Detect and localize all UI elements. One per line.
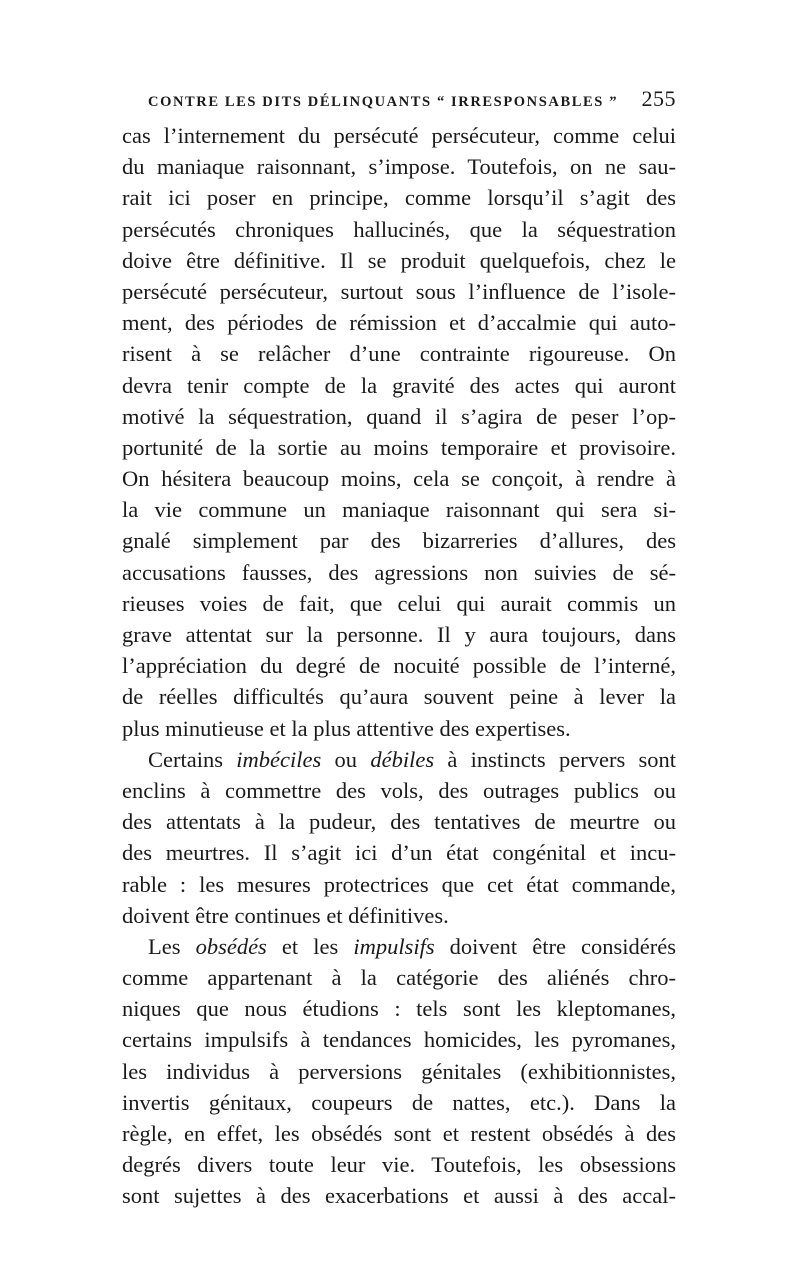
italic-term-impulsifs: impulsifs [353,933,435,959]
italic-term-debiles: débiles [370,746,435,772]
text-line: les individus à perversions génitales (exhibitionnistes, [122,1058,676,1084]
text-line: portunité de la sortie au moins temporaire et provisoire. [122,434,676,460]
text-line: sont sujettes à des exacerbations et aussi à des accal- [122,1183,676,1209]
text-line: persécutés chroniques hallucinés, que la séquestration [122,216,676,242]
text-line: rait ici poser en principe, comme lorsqu’il s’agit des [122,185,676,211]
text-line: gnalé simplement par des bizarreries d’allures, des [122,528,676,554]
text-run: Certains [148,746,237,772]
text-run: Les [148,933,196,959]
paragraph-1 [122,120,676,744]
text-line: grave attentat sur la personne. Il y aura toujours, dans [122,622,676,647]
text-line: invertis génitaux, coupeurs de nattes, etc.). Dans la [122,1089,676,1115]
text-line: la vie commune un maniaque raisonnant qui sera si- [122,497,676,523]
text-line: doivent être continues et définitives. [122,902,449,928]
page-number: 255 [641,86,676,111]
text-run: et les [266,933,354,959]
text-line: ment, des périodes de rémission et d’accalmie qui auto- [122,310,676,336]
text-line: degrés divers toute leur vie. Toutefois, les obsessions [122,1152,676,1178]
text-line: plus minutieuse et la plus attentive des expertises. [122,715,571,741]
italic-term-obsedes: obsédés [195,933,267,959]
italic-term-imbeciles: imbéciles [236,746,322,772]
text-line: persécuté persécuteur, surtout sous l’influence de l’isole- [122,278,676,304]
text-line: cas l’internement du persécuté persécuteur, comme celui [122,123,676,148]
text-line [122,744,676,775]
text-line: enclins à commettre des vols, des outrages publics ou [122,777,676,803]
text-line [122,931,676,962]
text-line: règle, en effet, les obsédés sont et restent obsédés à des [122,1121,676,1146]
text-line: l’appréciation du degré de nocuité possible de l’interné, [122,653,676,679]
text-line: risent à se relâcher d’une contrainte rigoureuse. On [122,341,676,367]
text-line: du maniaque raisonnant, s’impose. Toutefois, on ne sau- [122,154,676,180]
text-line: de réelles difficultés qu’aura souvent peine à lever la [122,684,676,710]
text-run: ou [321,746,371,772]
text-line: devra tenir compte de la gravité des actes qui auront [122,372,676,398]
text-run: à instincts pervers sont [434,746,677,772]
text-line: certains impulsifs à tendances homicides, les pyromanes, [122,1027,676,1053]
text-line: On hésitera beaucoup moins, cela se conçoit, à rendre à [122,466,676,492]
text-line: rable : les mesures protectrices que cet état commande, [122,871,676,897]
running-head [148,86,676,116]
paragraph-3 [122,931,676,1212]
text-line: niques que nous étudions : tels sont les kleptomanes, [122,996,676,1022]
text-run: doivent être considérés [434,933,677,959]
text-line: des meurtres. Il s’agit ici d’un état congénital et incu- [122,840,676,866]
text-line: accusations fausses, des agressions non suivies de sé- [122,559,676,585]
text-line: comme appartenant à la catégorie des aliénés chro- [122,965,676,991]
text-line: rieuses voies de fait, que celui qui aurait commis un [122,590,676,616]
running-title: CONTRE LES DITS DÉLINQUANTS “ IRRESPONSABLES ” [148,94,619,110]
text-line: des attentats à la pudeur, des tentatives de meurtre ou [122,809,676,835]
text-line: doive être définitive. Il se produit quelquefois, chez le [122,247,676,273]
body-text [122,120,676,1212]
paragraph-2 [122,744,676,931]
text-line: motivé la séquestration, quand il s’agira de peser l’op- [122,403,676,429]
